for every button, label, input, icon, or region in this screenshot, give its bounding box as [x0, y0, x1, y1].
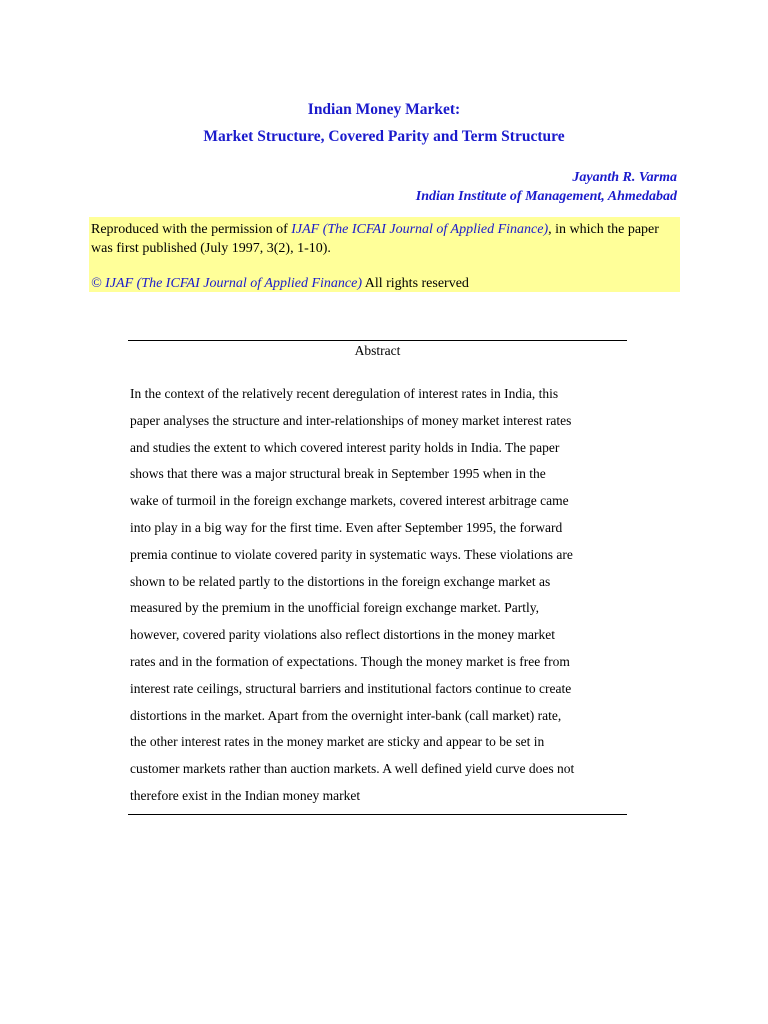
author-name: Jayanth R. Varma: [572, 170, 677, 185]
abstract-line: measured by the premium in the unofficial foreign exchange market. Partly,: [130, 600, 539, 616]
abstract-line: shows that there was a major structural break in September 1995 when in the: [130, 466, 546, 482]
abstract-line: premia continue to violate covered parity in systematic ways. These violations are: [130, 546, 573, 562]
copyright-journal-link[interactable]: © IJAF (The ICFAI Journal of Applied Finance): [91, 276, 363, 291]
paper-subtitle: Market Structure, Covered Parity and Term Structure: [203, 128, 565, 145]
abstract-line: customer markets rather than auction markets. A well defined yield curve does not: [130, 761, 575, 777]
journal-link[interactable]: IJAF (The ICFAI Journal of Applied Finance): [291, 222, 549, 237]
paper-title: Indian Money Market:: [307, 101, 461, 118]
abstract-line: therefore exist in the Indian money market: [130, 787, 361, 803]
abstract-line: paper analyses the structure and inter-relationships of money market interest rates: [130, 412, 572, 428]
abstract-bottom-rule: [128, 814, 627, 815]
abstract-heading: Abstract: [354, 343, 401, 358]
permission-suffix: , in which the paper was first published (July 1997, 3(2), 1-10).: [91, 222, 659, 256]
abstract-line: and studies the extent to which covered interest parity holds in India. The paper: [130, 439, 560, 455]
abstract-line: the other interest rates in the money market are sticky and appear to be set in: [130, 734, 545, 750]
abstract-body: [130, 381, 630, 810]
rights-text: All rights reserved: [362, 276, 469, 291]
abstract-top-rule: [128, 340, 627, 341]
abstract-line: rates and in the formation of expectations. Though the money market is free from: [130, 653, 570, 669]
abstract-line: however, covered parity violations also reflect distortions in the money market: [130, 627, 555, 643]
abstract-line: wake of turmoil in the foreign exchange markets, covered interest arbitrage came: [130, 493, 569, 509]
abstract-line: interest rate ceilings, structural barriers and institutional factors continue to create: [130, 680, 572, 696]
abstract-line: distortions in the market. Apart from the overnight inter-bank (call market) rate,: [130, 707, 562, 723]
abstract-line: shown to be related partly to the distortions in the foreign exchange market as: [130, 573, 551, 589]
author-affiliation: Indian Institute of Management, Ahmedabad: [415, 189, 677, 204]
abstract-line: In the context of the relatively recent deregulation of interest rates in India, this: [130, 386, 559, 401]
permission-notice: [89, 217, 680, 292]
copyright-line: [91, 274, 469, 293]
permission-prefix: Reproduced with the permission of: [91, 222, 292, 237]
permission-statement: [91, 220, 677, 258]
abstract-line: into play in a big way for the first time. Even after September 1995, the forward: [130, 519, 563, 535]
